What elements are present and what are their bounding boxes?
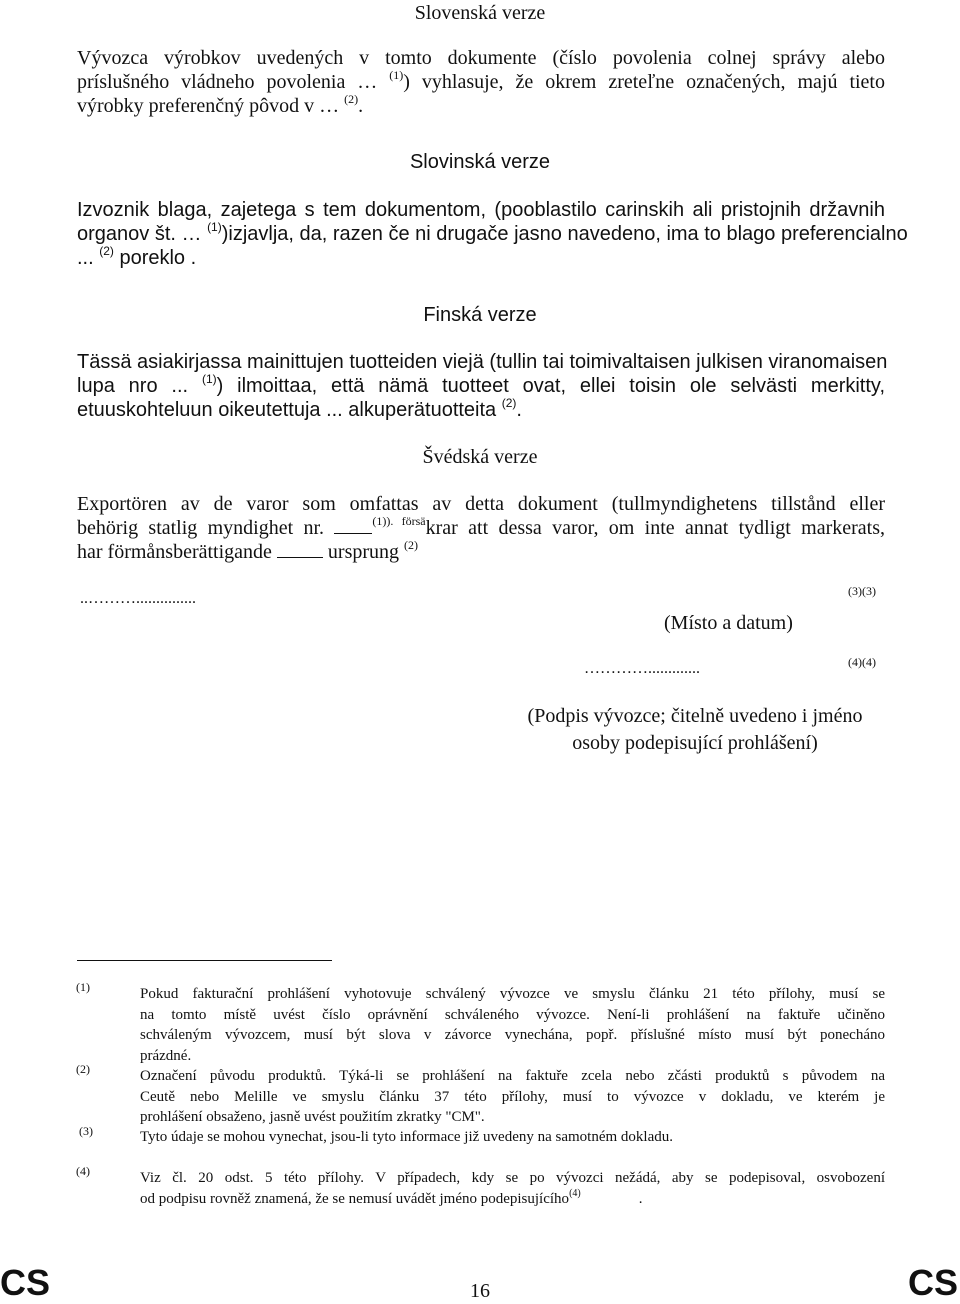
text-line: har förmånsberättigande ursprung $^{(2)}$ <box>77 538 419 563</box>
section-text-swedish <box>77 492 885 564</box>
text-line: organov št. … $^{(1)}$)izjavlja, da, razen če ni drugače jasno navedeno, ima to blago preferencialno <box>77 220 908 245</box>
section-heading-swedish: Švédská verze <box>422 446 538 468</box>
footnote-line: od podpisu rovněž znamená, že se nemusí uvádět jméno podepisujícího$^{(4)}$ . <box>140 1187 643 1207</box>
page-number: 16 <box>470 1280 490 1302</box>
text-line: Izvoznik blaga, zajetega s tem dokumentom, (pooblastilo carinskih ali pristojnih državnih <box>77 199 885 221</box>
footnote-ref: (2) <box>404 538 419 552</box>
signature-dots: …………............. <box>584 660 700 677</box>
footnote-separator <box>77 960 332 961</box>
footnote-number: (3) <box>79 1124 93 1138</box>
footnote-line: Ceutě nebo Melille ve smyslu článku 37 této přílohy, musí to vývozce v dokladu, ve kterém je <box>140 1088 885 1105</box>
section-text-finnish <box>77 350 888 422</box>
section-text-slovenian <box>77 198 908 270</box>
text-line: etuuskohteluun oikeutettuja ... alkuperätuotteita $^{(2)}$. <box>77 396 522 421</box>
section-heading-slovak: Slovenská verze <box>414 2 546 24</box>
footnote-line: na tomto místě uvést číslo oprávnění schváleného vývozce. Není-li prohlášení na faktuře učiněno <box>140 1006 885 1023</box>
place-date-label: (Místo a datum) <box>664 612 793 634</box>
blank-field <box>334 519 372 534</box>
signature-label <box>480 703 910 757</box>
footnote-line: schváleným vývozcem, musí být slova v závorce vynechána, popř. příslušné místo musí být ponecháno <box>140 1027 885 1043</box>
text-line: lupa nro ... $^{(1)}$) ilmoittaa, että nämä tuotteet ovat, ellei toisin ole selvästi merkitty, <box>77 372 885 397</box>
footnote-line: Tyto údaje se mohou vynechat, jsou-li tyto informace již uvedeny na samotném dokladu. <box>140 1129 673 1145</box>
footnote-ref: (1)). försä <box>372 514 426 528</box>
footnote-ref: (1) <box>201 372 217 386</box>
footnote-line: Viz čl. 20 odst. 5 této přílohy. V případech, kdy se po vývozci nežádá, aby se podepisoval, osvobození <box>140 1170 885 1186</box>
signature-label-line: (Podpis vývozce; čitelně uvedeno i jméno <box>527 705 863 727</box>
section-heading-slovenian: Slovinská verze <box>409 151 551 173</box>
signature-label-line: osoby podepisující prohlášení) <box>572 732 818 754</box>
section-text-slovak <box>77 46 885 118</box>
footnote-line: prázdné. <box>140 1047 192 1064</box>
text-line: Exportören av de varor som omfattas av detta dokument (tullmyndighetens tillstånd eller <box>77 493 885 515</box>
text-line: výrobky preferenčný pôvod v … $^{(2)}$. <box>77 92 364 117</box>
place-date-dots: ..………............... <box>80 590 196 607</box>
text-line: príslušného vládneho povolenia … $^{(1)}$) vyhlasuje, že okrem zreteľne označených, majú tieto <box>77 68 885 93</box>
footnote-ref: (4) <box>569 1187 581 1199</box>
footnote-4 <box>140 1168 885 1209</box>
footnote-1 <box>140 984 885 1066</box>
footnote-line: Pokud fakturační prohlášení vyhotovuje schválený vývozce ve smyslu článku 21 této přílohy, musí se <box>140 986 885 1002</box>
footnote-ref: (1) <box>207 220 222 234</box>
text-line: Tässä asiakirjassa mainittujen tuotteiden viejä (tullin tai toimivaltaisen julkisen viranomaisen <box>77 351 888 373</box>
footnote-line: Označení původu produktů. Týká-li se prohlášení na faktuře zcela nebo zčásti produktů s původem na <box>140 1068 885 1084</box>
footnote-number: (2) <box>76 1062 90 1076</box>
footnote-number: (1) <box>76 980 90 994</box>
text-line: behörig statlig myndighet nr. $^{(1)). försä}$krar att dessa varor, om inte annat tydligt markerats, <box>77 514 885 539</box>
footnote-ref: (1) <box>389 68 404 82</box>
blank-field <box>277 543 323 558</box>
footnote-ref: (2) <box>344 92 359 106</box>
section-heading-finnish: Finská verze <box>423 304 537 326</box>
text-line: ... $^{(2)}$ poreklo . <box>77 244 197 269</box>
footnote-ref: (2) <box>501 396 517 410</box>
footnote-3 <box>140 1127 885 1148</box>
text-line: Vývozca výrobkov uvedených v tomto dokumente (číslo povolenia colnej správy alebo <box>77 47 885 69</box>
footnote-number: (4) <box>76 1164 90 1178</box>
language-code-right: CS <box>907 1262 958 1303</box>
footnote-ref: (3)(3) <box>848 584 876 598</box>
footnote-line: prohlášení obsaženo, jasně uvést použitím zkratky "CM". <box>140 1109 485 1125</box>
footnote-2 <box>140 1066 885 1128</box>
footnote-ref: (2) <box>99 244 114 258</box>
footnote-ref: (4)(4) <box>848 655 876 669</box>
language-code-left: CS <box>0 1262 51 1303</box>
